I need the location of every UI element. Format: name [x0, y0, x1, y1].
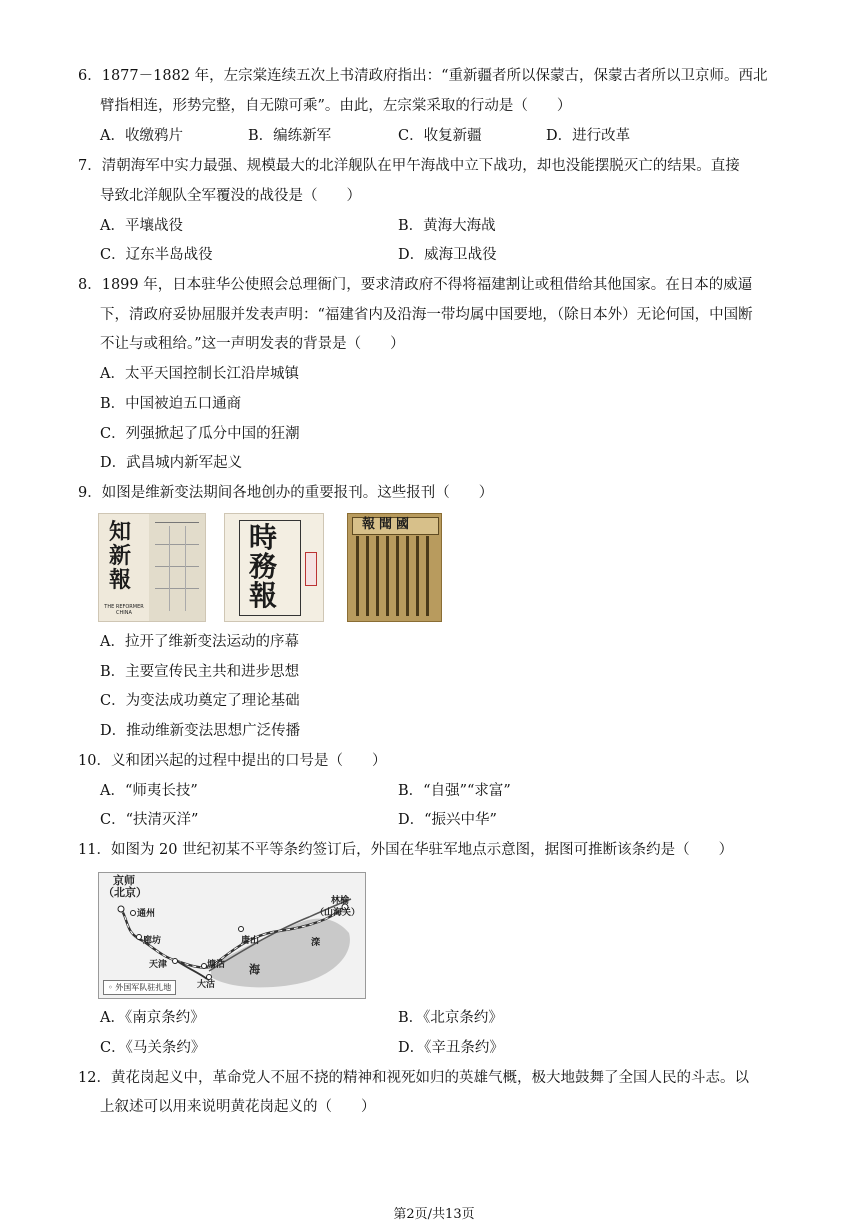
q12-stem-line1: 12．黄花岗起义中，革命党人不屈不挠的精神和视死如归的英雄气概，极大地鼓舞了全国人民的斗志。以	[78, 1070, 749, 1086]
q12-stem-line2: 上叙述可以用来说明黄花岗起义的（ ）	[100, 1099, 376, 1115]
map-label-tongzhou: 通州	[137, 909, 156, 919]
foreign-troops-map	[98, 872, 366, 999]
newspaper-shiwubao-image	[224, 513, 324, 622]
q11-option-b: B．《北京条约》	[398, 1010, 503, 1026]
q6-option-d: D．进行改革	[546, 128, 631, 144]
page-number-footer: 第2页/共13页	[393, 1207, 475, 1222]
map-legend: ◦ 外国军队驻扎地	[103, 980, 176, 995]
q8-option-b: B．中国被迫五口通商	[100, 396, 242, 412]
q8-option-a: A．太平天国控制长江沿岸城镇	[100, 366, 299, 382]
q7-option-c: C．辽东半岛战役	[100, 247, 213, 263]
shiwubao-title: 時務報	[249, 521, 278, 612]
map-label-shanhaiguan: （山海关）	[315, 908, 361, 918]
q8-option-c: C．列强掀起了瓜分中国的狂潮	[100, 426, 300, 442]
q11-option-c: C．《马关条约》	[100, 1040, 206, 1056]
q11-stem-line1: 11．如图为 20 世纪初某不平等条约签订后，外国在华驻军地点示意图，据图可推断该条约是（ ）	[78, 842, 734, 858]
q9-option-d: D．推动维新变法思想广泛传播	[100, 723, 301, 739]
q10-option-c: C．“扶清灭洋”	[100, 812, 199, 828]
q10-stem-line1: 10．义和团兴起的过程中提出的口号是（ ）	[78, 753, 387, 769]
map-label-tangshan: 唐山	[241, 936, 260, 946]
zhixinbao-inner-page	[149, 514, 205, 621]
q10-option-b: B．“自强”“求富”	[398, 783, 511, 799]
q7-stem-line2: 导致北洋舰队全军覆没的战役是（ ）	[100, 188, 361, 204]
q8-stem-line2: 下，清政府妥协屈服并发表声明：“福建省内及沿海一带均属中国要地，（除日本外）无论何国，中国断	[100, 307, 753, 323]
q7-option-b: B．黄海大海战	[398, 218, 496, 234]
zhixinbao-english-caption: THE REFORMER CHINA	[104, 604, 144, 616]
q6-option-a: A．收缴鸦片	[100, 128, 183, 144]
q8-stem-line1: 8．1899 年，日本驻华公使照会总理衙门，要求清政府不得将福建割让或租借给其他国家。在日本的威逼	[78, 277, 753, 293]
q6-stem-line2: 臂指相连，形势完整，自无隙可乘”。由此，左宗棠采取的行动是（ ）	[100, 98, 572, 114]
q7-stem-line1: 7．清朝海军中实力最强、规模最大的北洋舰队在甲午海战中立下战功，却也没能摆脱灭亡的结果。直接	[78, 158, 740, 174]
guowenbao-title: 國聞報	[362, 517, 414, 532]
q10-option-d: D．“振兴中华”	[398, 812, 497, 828]
shiwubao-seal	[305, 552, 317, 586]
newspaper-guowenbao-image	[347, 513, 442, 622]
q6-stem-line1: 6．1877－1882 年，左宗棠连续五次上书清政府指出：“重新疆者所以保蒙古，保蒙古者所以卫京师。西北	[78, 68, 768, 84]
map-title-beijing: （北京）	[103, 886, 147, 899]
map-label-hai: 海	[249, 963, 260, 976]
q7-option-a: A．平壤战役	[100, 218, 183, 234]
q9-option-c: C．为变法成功奠定了理论基础	[100, 693, 300, 709]
map-label-dagu: 大沽	[197, 980, 216, 990]
q6-option-b: B．编练新军	[248, 128, 332, 144]
map-label-luan: 滦	[311, 938, 321, 948]
q11-option-a: A．《南京条约》	[100, 1010, 205, 1026]
zhixinbao-title: 知新報	[109, 519, 132, 593]
q8-stem-line3: 不让与或租给。”这一声明发表的背景是（ ）	[100, 336, 405, 352]
map-label-langfang: 廊坊	[143, 936, 162, 946]
q6-option-c: C．收复新疆	[398, 128, 482, 144]
map-label-linyu: 林榆	[331, 896, 350, 906]
q9-option-b: B．主要宣传民主共和进步思想	[100, 664, 300, 680]
q7-option-d: D．威海卫战役	[398, 247, 497, 263]
map-label-tanggu: 塘沽	[207, 960, 226, 970]
q9-stem-line1: 9．如图是维新变法期间各地创办的重要报刊。这些报刊（ ）	[78, 485, 494, 501]
q11-option-d: D．《辛丑条约》	[398, 1040, 504, 1056]
q8-option-d: D．武昌城内新军起义	[100, 455, 243, 471]
map-title-jingshi: 京师	[113, 874, 135, 887]
q9-option-a: A．拉开了维新变法运动的序幕	[100, 634, 299, 650]
newspaper-zhixinbao-image	[98, 513, 206, 622]
q10-option-a: A．“师夷长技”	[100, 783, 198, 799]
map-label-tianjin: 天津	[149, 960, 168, 970]
